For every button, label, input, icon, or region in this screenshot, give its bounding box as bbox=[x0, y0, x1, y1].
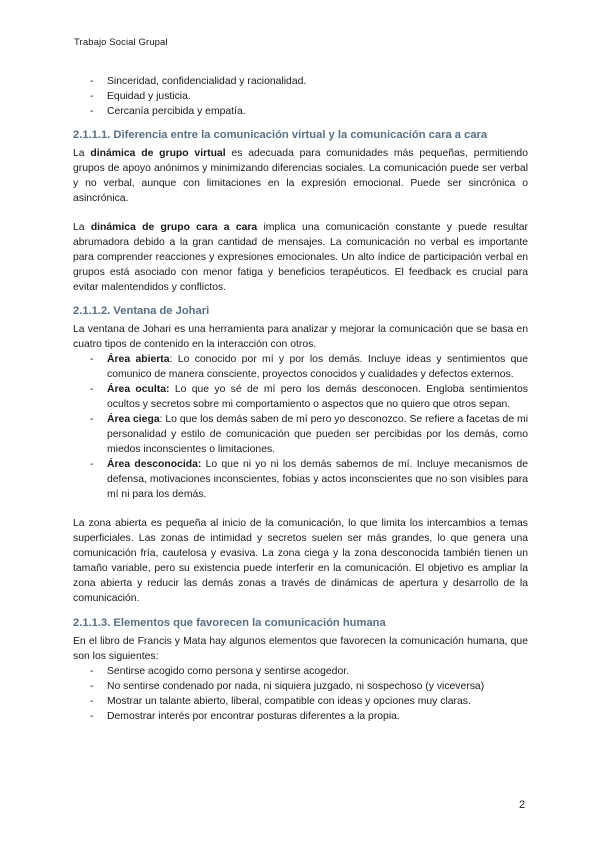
page-content bbox=[73, 74, 528, 724]
bold-term: dinámica de grupo cara a cara bbox=[90, 222, 258, 233]
list-item: - Demostrar interés por encontrar posturas diferentes a la propia. bbox=[73, 709, 528, 724]
bold-term: dinámica de grupo virtual bbox=[90, 148, 226, 159]
paragraph-johari-closing: La zona abierta es pequeña al inicio de la comunicación, lo que limita los intercambios a temas superficiales. Las zonas de intimidad y secretos suelen ser más grandes, lo que genera una comunicación fría, cautelosa y evasiva. La zona ciega y la zona desconocida también tienen un tamaño variable, pero su existencia puede interferir en la comunicación. El objetivo es ampliar la zona abierta y reducir las demás zonas a través de dinámicas de apertura y desarrollo de la comunicación. bbox=[73, 518, 528, 604]
paragraph-virtual-group: La dinámica de grupo virtual es adecuada para comunidades más pequeñas, permitiendo grupos de apoyo anónimos y minimizando diferencias sociales. La comunicación puede ser verbal y no verbal, aunque con limitaciones en la expresión emocional. Puede ser sincrónica o asincrónica. bbox=[73, 148, 528, 204]
paragraph-johari-intro: La ventana de Johari es una herramienta para analizar y mejorar la comunicación que se basa en cuatro tipos de contenido en la interacción con otros. bbox=[73, 324, 528, 350]
list-item: - Equidad y justicia. bbox=[73, 89, 528, 104]
list-item-area-open: - Área abierta: Lo conocido por mí y por los demás. Incluye ideas y sentimientos que comunico de manera consciente, proyectos conocidos y cualidades y defectos externos. bbox=[73, 352, 528, 382]
list-item: - Sentirse acogido como persona y sentirse acogedor. bbox=[73, 664, 528, 679]
running-header: Trabajo Social Grupal bbox=[74, 37, 168, 48]
list-item-area-blind: - Área ciega: Lo que los demás saben de mí pero yo desconozco. Se refiere a facetas de mi personalidad y estilo de comunicación que pueden ser percibidas por los demás, como miedos inconscientes o limitaciones. bbox=[73, 412, 528, 457]
elements-list bbox=[73, 664, 528, 724]
values-list bbox=[73, 74, 528, 119]
page-number: 2 bbox=[519, 799, 526, 811]
section-heading-elements: 2.1.1.3. Elementos que favorecen la comunicación humana bbox=[73, 617, 386, 629]
section-heading-virtual-vs-face: 2.1.1.1. Diferencia entre la comunicación virtual y la comunicación cara a cara bbox=[73, 129, 488, 141]
list-item: - Sinceridad, confidencialidad y racionalidad. bbox=[73, 74, 528, 89]
paragraph-face-group: La dinámica de grupo cara a cara implica una comunicación constante y puede resultar abrumadora debido a la gran cantidad de mensajes. La comunicación no verbal es importante para comprender reacciones y expresiones emocionales. Un alto índice de participación verbal en grupos está asociado con menor fatiga y beneficios terapéuticos. El feedback es crucial para evitar malentendidos y conflictos. bbox=[73, 222, 528, 293]
list-item: - Cercanía percibida y empatía. bbox=[73, 104, 528, 119]
johari-areas-list bbox=[73, 352, 528, 502]
section-heading-johari: 2.1.1.2. Ventana de Johari bbox=[73, 305, 210, 317]
list-item: - No sentirse condenado por nada, ni siquiera juzgado, ni sospechoso (y viceversa) bbox=[73, 679, 528, 694]
list-item-area-hidden: - Área oculta: Lo que yo sé de mí pero los demás desconocen. Engloba sentimientos ocultos y secretos sobre mi comportamiento o aspectos que no quiero que otros sepan. bbox=[73, 382, 528, 412]
list-item-area-unknown: - Área desconocida: Lo que ni yo ni los demás sabemos de mí. Incluye mecanismos de defensa, motivaciones inconscientes, fobias y actos inconscientes que no son visibles para mí ni para los demás. bbox=[73, 457, 528, 502]
list-item: - Mostrar un talante abierto, liberal, compatible con ideas y opciones muy claras. bbox=[73, 694, 528, 709]
paragraph-elements-intro: En el libro de Francis y Mata hay algunos elementos que favorecen la comunicación humana, que son los siguientes: bbox=[73, 636, 528, 662]
